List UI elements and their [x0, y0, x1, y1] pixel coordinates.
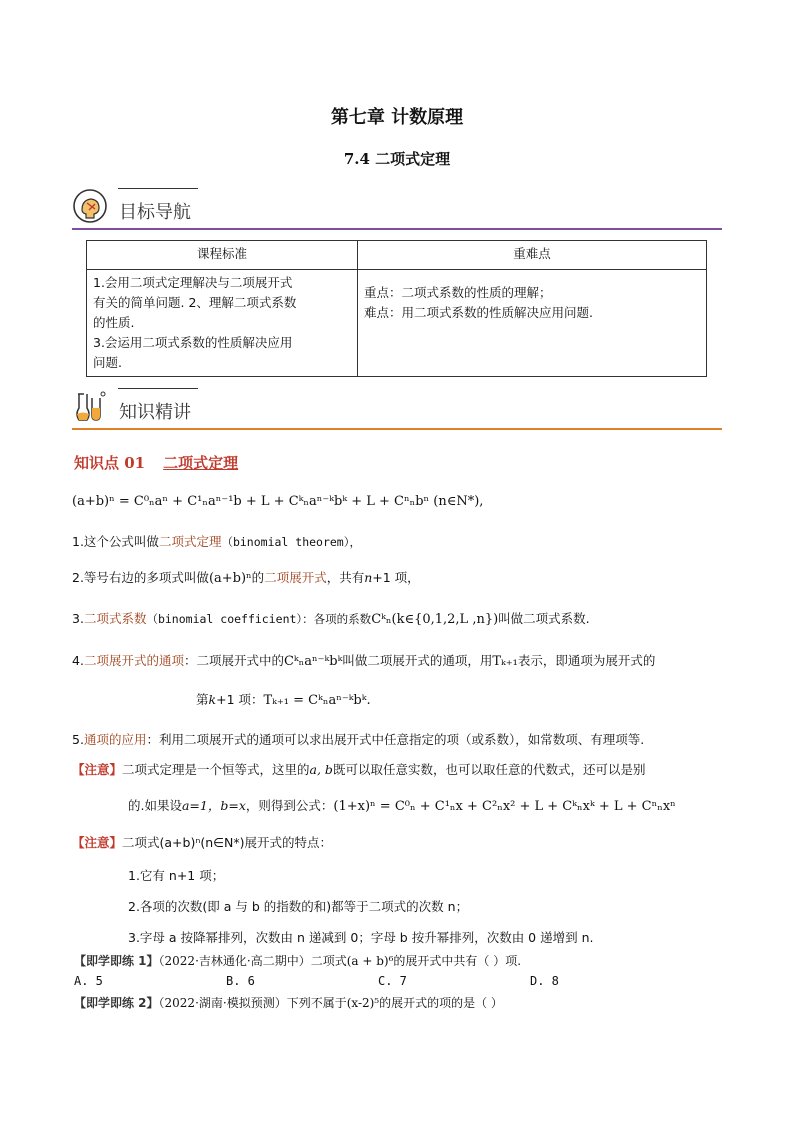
note-1-continued	[128, 796, 676, 814]
standard-line: 问题.	[93, 355, 122, 370]
knowledge-point-heading	[74, 452, 238, 473]
goal-table-header-standard: 课程标准	[87, 241, 358, 270]
note-1-text: ，则得到公式：	[245, 798, 334, 813]
item-4-var: k	[208, 692, 217, 707]
item-4-text: 表示，即通项为展开式的	[517, 653, 656, 668]
item-3-text: 叫做二项式系数.	[498, 611, 590, 626]
knowledge-section-label: 知识精讲	[119, 402, 191, 423]
item-2-text: 的	[251, 570, 265, 585]
item-2-var: n	[364, 570, 373, 585]
item-2-text: ，共有	[326, 570, 365, 585]
item-3-expr: Cᵏₙ(k∈{0,1,2,L ,n})	[371, 612, 499, 627]
note-2	[72, 833, 332, 851]
item-2-text: +1 项，	[372, 570, 420, 585]
goal-table	[86, 240, 707, 377]
standard-line: 3.会运用二项式系数的性质解决应用	[93, 335, 293, 350]
item-4-expr: Tₖ₊₁	[492, 654, 518, 669]
goal-table-standard-cell	[87, 270, 358, 377]
item-3	[72, 609, 590, 627]
item-2	[72, 568, 420, 586]
item-1	[72, 532, 361, 550]
standard-line: 1.会用二项式定理解决与二项展开式	[93, 275, 293, 290]
item-1-term: 二项式定理	[158, 534, 222, 549]
item-2-expr: (a+b)ⁿ	[208, 571, 252, 586]
item-4-text: ：二项展开式中的	[183, 653, 284, 668]
item-4-general-term: Tₖ₊₁ = Cᵏₙaⁿ⁻ᵏbᵏ.	[263, 693, 371, 708]
item-4-term: 二项展开式的通项	[83, 653, 184, 668]
item-4-text: 4.	[72, 653, 84, 668]
key-line: 重点：二项式系数的性质的理解；	[364, 285, 552, 300]
exercise-1	[74, 952, 521, 969]
option-a[interactable]: A. 5	[74, 974, 103, 988]
item-5-term: 通项的应用	[83, 732, 147, 747]
item-1-text: 1.这个公式叫做	[72, 534, 159, 549]
standard-line: 有关的简单问题. 2、理解二项式系数	[93, 295, 297, 310]
option-b[interactable]: B. 6	[226, 974, 255, 988]
goal-table-header-key: 重难点	[358, 241, 707, 270]
note-1-text: 二项式定理是一个恒等式，这里的	[122, 762, 310, 777]
note-tag: 【注意】	[72, 835, 123, 850]
note-1-text: 既可以取任意实数，也可以取任意的代数式，还可以是别	[332, 762, 646, 777]
exercise-tag: 【即学即练 2】	[74, 996, 159, 1010]
goal-section-label: 目标导航	[119, 202, 191, 223]
item-3-term: 二项式系数	[83, 611, 147, 626]
exercise-1-question: （2022·吉林通化·高二期中）二项式(a + b)⁶的展开式中共有（ ）项.	[158, 954, 522, 968]
goal-section-header	[72, 186, 722, 230]
note-tag: 【注意】	[72, 762, 123, 777]
key-line: 难点：用二项式系数的性质解决应用问题.	[364, 305, 593, 320]
note-1-text: 的.如果设	[128, 798, 182, 813]
note-1	[72, 760, 645, 778]
item-2-term: 二项展开式	[264, 570, 327, 585]
item-3-english: （binomial coefficient）：各项的系数	[146, 612, 372, 626]
note-2-point-2: 2.各项的次数(即 a 与 b 的指数的和)都等于二项式的次数 n；	[128, 899, 469, 914]
item-4-expr: Cᵏₙaⁿ⁻ᵏbᵏ	[283, 654, 343, 669]
item-4-text: 第	[196, 692, 209, 707]
item-5	[72, 730, 644, 748]
knowledge-point-title: 二项式定理	[163, 454, 239, 472]
item-4-continued	[196, 690, 371, 708]
exercise-2	[74, 994, 503, 1011]
note-2-point-3: 3.字母 a 按降幂排列，次数由 n 递减到 0；字母 b 按升幂排列，次数由 0 递增到 n.	[128, 930, 594, 945]
item-4	[72, 651, 655, 669]
exercise-2-question: （2022·湖南·模拟预测）下列不属于(x-2)⁵的展开式的项的是（ ）	[158, 996, 503, 1010]
item-3-text: 3.	[72, 611, 84, 626]
chapter-title: 第七章 计数原理	[330, 107, 464, 128]
item-4-text: +1 项：	[216, 692, 264, 707]
note-2-point-1: 1.它有 n+1 项；	[128, 868, 225, 883]
note-1-var: a, b	[309, 762, 333, 777]
option-c[interactable]: C. 7	[378, 974, 407, 988]
goal-table-key-cell	[358, 270, 707, 377]
standard-line: 的性质.	[93, 315, 135, 330]
item-5-text: ：利用二项展开式的通项可以求出展开式中任意指定的项（或系数），如常数项、有理项等.	[146, 732, 645, 747]
brain-icon	[72, 188, 108, 224]
flask-icon	[72, 388, 108, 424]
exercise-1-options	[74, 974, 559, 988]
note-1-formula: (1+x)ⁿ = C⁰ₙ + C¹ₙx + C²ₙx² + L + Cᵏₙxᵏ + L + Cⁿₙxⁿ	[333, 799, 676, 814]
knowledge-section-header	[72, 386, 722, 430]
note-1-var: a=1，b=x	[181, 798, 246, 813]
exercise-tag: 【即学即练 1】	[74, 954, 159, 968]
binomial-formula: (a+b)ⁿ = C⁰ₙaⁿ + C¹ₙaⁿ⁻¹b + L + Cᵏₙaⁿ⁻ᵏbᵏ + L + Cⁿₙbⁿ (n∈N*),	[72, 494, 484, 509]
item-1-english: （binomial theorem），	[221, 535, 361, 549]
option-d[interactable]: D. 8	[530, 974, 559, 988]
item-5-text: 5.	[72, 732, 84, 747]
note-2-text: 二项式(a+b)ⁿ(n∈N*)展开式的特点：	[122, 835, 332, 850]
item-4-text: 叫做二项展开式的通项，用	[342, 653, 493, 668]
knowledge-point-label: 知识点 01	[74, 454, 146, 472]
item-2-text: 2.等号右边的多项式叫做	[72, 570, 209, 585]
section-title: 7.4 二项式定理	[343, 150, 451, 168]
